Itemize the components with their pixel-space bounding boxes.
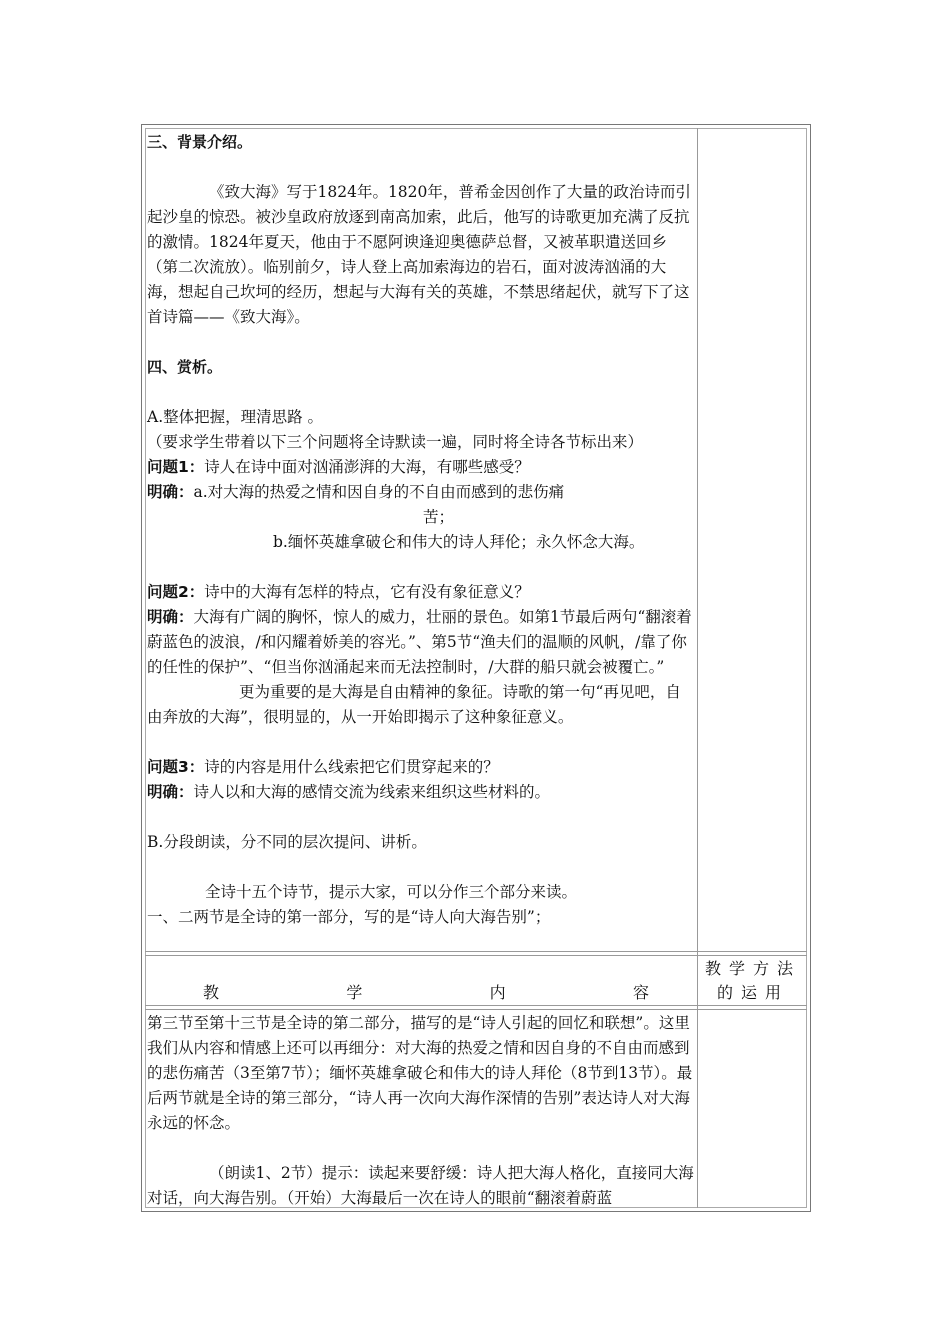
answer-3-label: 明确：: [147, 783, 194, 801]
question-2-text: 诗中的大海有怎样的特点，它有没有象征意义？: [204, 583, 530, 601]
part-a-title: A.整体把握，理清思路 。: [147, 408, 324, 426]
header-bottom-rule: [145, 1005, 807, 1006]
answer-2: [147, 605, 695, 680]
question-1-label: 问题1：: [147, 458, 205, 476]
header-bottom-rule-inner: [145, 1009, 807, 1010]
section-heading-background: 三、背景介绍。: [147, 133, 253, 151]
header-top-rule-inner: [145, 955, 807, 956]
part-b-title: B.分段朗读，分不同的层次提问、讲析。: [147, 833, 427, 851]
question-3-text: 诗的内容是用什么线索把它们贯穿起来的？: [204, 758, 499, 776]
answer-3-text: 诗人以和大海的感情交流为线索来组织这些材料的。: [193, 783, 551, 801]
header-char-1: 教: [203, 983, 220, 1002]
answer-1-a: a.对大海的热爱之情和因自身的不自由而感到的悲伤痛: [193, 483, 565, 501]
answer-2-text: 大海有广阔的胸怀，惊人的威力，壮丽的景色。如第1节最后两句“翻滚着蔚蓝色的波浪，/和闪耀着娇美的容光。”、第5节“渔夫们的温顺的风帆，/靠了你的任性的保护”、“但当你汹涌起来而无法控制时，/大群的船只就会被覆亡。”: [147, 608, 692, 676]
header-char-3: 内: [489, 983, 506, 1002]
question-3: [147, 755, 695, 780]
background-paragraph: 《致大海》写于1824年。1820年，普希金因创作了大量的政治诗而引起沙皇的惊恐。被沙皇政府放逐到南高加索，此后，他写的诗歌更加充满了反抗的激情。1824年夏天，他由于不愿阿谀逢迎奥德萨总督，又被革职遣送回乡（第二次流放）。临别前夕，诗人登上高加索海边的岩石，面对波涛汹涌的大海，想起自己坎坷的经历，想起与大海有关的英雄，不禁思绪起伏，就写下了这首诗篇——《致大海》。: [147, 183, 691, 326]
section-heading-appreciation: 四、赏析。: [147, 358, 223, 376]
question-2: [147, 580, 695, 605]
method-header-line-2: 的运用: [716, 983, 789, 1002]
question-1: [147, 455, 695, 480]
part-a-note: （要求学生带着以下三个问题将全诗默读一遍，同时将全诗各节标出来）: [147, 433, 644, 451]
answer-1-a-cont: 苦；: [423, 508, 455, 526]
lesson-table: [141, 124, 811, 1212]
question-3-label: 问题3：: [147, 758, 205, 776]
part-two-paragraph: 第三节至第十三节是全诗的第二部分，描写的是“诗人引起的回忆和联想”。这里我们从内容和情感上还可以再细分：对大海的热爱之情和因自身的不自由而感到的悲伤痛苦（3至第7节）；缅怀英雄拿破仑和伟大的诗人拜伦（8节到13节）。最后两节就是全诗的第三部分，“诗人再一次向大海作深情的告别”表达诗人对大海永远的怀念。: [147, 1014, 693, 1132]
content-cell-bottom: [145, 1011, 697, 1209]
content-cell-top: [145, 130, 697, 930]
answer-1-label: 明确：: [147, 483, 194, 501]
column-divider: [697, 128, 698, 1208]
method-column-header: [698, 957, 808, 1005]
answer-3: [147, 780, 695, 805]
question-2-label: 问题2：: [147, 583, 205, 601]
question-1-text: 诗人在诗中面对汹涌澎湃的大海，有哪些感受？: [204, 458, 530, 476]
answer-1-b: b.缅怀英雄拿破仑和伟大的诗人拜伦；永久怀念大海。: [273, 533, 645, 551]
answer-2-label: 明确：: [147, 608, 194, 626]
content-column-header: [145, 981, 697, 1005]
header-char-2: 学: [346, 983, 363, 1002]
method-header-line-1: 教学方法: [704, 959, 801, 978]
reading-tip-paragraph: （朗读1、2节）提示：读起来要舒缓：诗人把大海人格化，直接同大海对话，向大海告别。（开始）大海最后一次在诗人的眼前“翻滚着蔚蓝: [147, 1164, 694, 1207]
part-b-line: 一、二两节是全诗的第一部分，写的是“诗人向大海告别”；: [147, 908, 551, 926]
header-top-rule: [145, 951, 807, 952]
answer-1: [147, 480, 695, 505]
answer-2-more: 更为重要的是大海是自由精神的象征。诗歌的第一句“再见吧，自由奔放的大海”，很明显的，从一开始即揭示了这种象征意义。: [147, 683, 681, 726]
part-b-intro: 全诗十五个诗节，提示大家，可以分作三个部分来读。: [205, 883, 578, 901]
header-char-4: 容: [632, 983, 649, 1002]
